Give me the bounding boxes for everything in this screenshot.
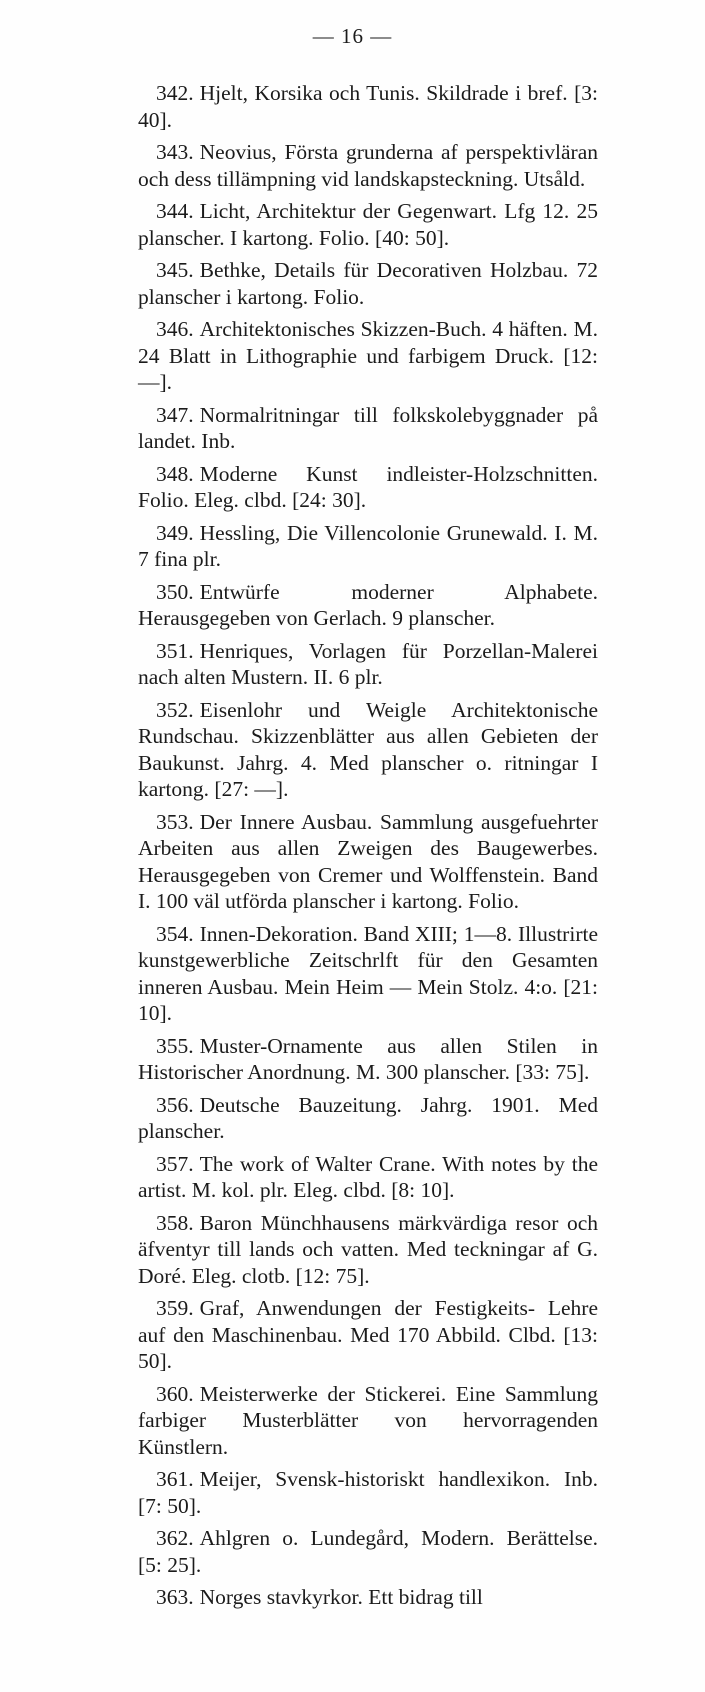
entry-text: Muster-Ornamente aus allen Stilen in Historischer Anordnung. M. 300 planscher. [33: 75]. [138,1033,598,1084]
entry-column [138,80,598,1617]
catalog-entry [138,316,598,396]
entry-text: The work of Walter Crane. With notes by the artist. M. kol. plr. Eleg. clbd. [8: 10]. [138,1151,598,1202]
entry-number: 350. [156,579,194,604]
entry-text: Normalritningar till folkskolebyggnader på landet. Inb. [138,402,598,453]
catalog-entry [138,1584,598,1611]
page-number: — 16 — [312,24,393,48]
entry-text: Licht, Architektur der Gegenwart. Lfg 12. 25 planscher. I kartong. Folio. [40: 50]. [138,199,598,250]
catalog-entry [138,461,598,514]
catalog-entry [138,402,598,455]
catalog-entry [138,139,598,192]
entry-text: Moderne Kunst indleister-Holzschnitten. Folio. Eleg. clbd. [24: 30]. [138,461,598,512]
catalog-entry [138,1525,598,1578]
entry-text: Graf, Anwendungen der Festigkeits- Lehre auf den Maschinenbau. Med 170 Abbild. Clbd. [13: 50]. [138,1296,598,1373]
entry-number: 351. [156,638,194,663]
entry-text: Hessling, Die Villencolonie Grunewald. I. M. 7 fina plr. [138,520,598,571]
catalog-entry [138,1466,598,1519]
entry-number: 357. [156,1151,194,1176]
catalog-entry [138,1033,598,1086]
entry-text: Bethke, Details für Decorativen Holzbau. 72 planscher i kartong. Folio. [138,258,598,309]
catalog-entry [138,638,598,691]
catalog-entry [138,579,598,632]
entry-number: 356. [156,1092,194,1117]
entry-number: 352. [156,697,194,722]
entry-text: Architektonisches Skizzen-Buch. 4 häften. M. 24 Blatt in Lithographie und farbigem Druck. [12: —]. [138,317,598,394]
catalog-entry [138,1151,598,1204]
entry-number: 346. [156,317,194,341]
catalog-entry [138,1210,598,1290]
entry-number: 343. [156,140,194,164]
catalog-entry [138,520,598,573]
entry-number: 344. [156,199,194,223]
entry-number: 347. [156,402,194,427]
entry-text: Norges stavkyrkor. Ett bidrag till [199,1585,483,1609]
entry-number: 342. [156,81,194,105]
entry-text: Baron Münchhausens märkvärdiga resor och äfventyr till lands och vatten. Med teckningar af G. Doré. Eleg. clotb. [12: 75]. [138,1210,598,1288]
entry-text: Deutsche Bauzeitung. Jahrg. 1901. Med planscher. [138,1092,598,1143]
entry-text: Meisterwerke der Stickerei. Eine Sammlung farbiger Musterblätter von hervorragenden Künstlern. [138,1381,598,1459]
entry-number: 358. [156,1210,194,1235]
entry-number: 360. [156,1381,194,1406]
entry-text: Meijer, Svensk-historiskt handlexikon. Inb. [7: 50]. [138,1467,598,1518]
entry-number: 361. [156,1467,194,1491]
catalog-entry [138,80,598,133]
entry-number: 349. [156,520,194,545]
entry-number: 345. [156,258,194,282]
entry-number: 355. [156,1033,194,1058]
catalog-entry [138,1092,598,1145]
entry-number: 348. [156,461,194,486]
catalog-entry [138,809,598,915]
entry-text: Henriques, Vorlagen für Porzellan-Malerei nach alten Mustern. II. 6 plr. [138,638,598,689]
entry-text: Eisenlohr und Weigle Architektonische Rundschau. Skizzenblätter aus allen Gebieten der Baukunst. Jahrg. 4. Med planscher o. ritningar I kartong. [27: —]. [138,697,598,801]
entry-text: Ahlgren o. Lundegård, Modern. Berättelse. [5: 25]. [138,1526,598,1577]
entry-number: 363. [156,1585,194,1609]
catalog-entry [138,257,598,310]
catalog-entry [138,1295,598,1375]
entry-text: Innen-Dekoration. Band XIII; 1—8. Illustrirte kunstgewerbliche Zeitschrlft für den Gesamten inneren Ausbau. Mein Heim — Mein Stolz. 4:o. [21: 10]. [138,921,598,1025]
entry-text: Hjelt, Korsika och Tunis. Skildrade i bref. [3: 40]. [138,81,598,132]
catalog-entry [138,198,598,251]
entry-number: 354. [156,921,194,946]
entry-text: Entwürfe moderner Alphabete. Herausgegeben von Gerlach. 9 planscher. [138,579,598,630]
entry-number: 362. [156,1526,194,1550]
catalog-entry [138,1381,598,1461]
entry-number: 359. [156,1296,194,1320]
entry-text: Neovius, Första grunderna af perspektivläran och dess tillämpning vid landskapsteckning. Utsåld. [138,140,598,191]
catalog-entry [138,697,598,803]
catalog-entry [138,921,598,1027]
entry-text: Der Innere Ausbau. Sammlung ausgefuehrter Arbeiten aus allen Zweigen des Baugewerbes. Herausgegeben von Cremer und Wolffenstein. Band I. 100 väl utförda planscher i kartong. Folio. [138,809,598,913]
entry-number: 353. [156,809,194,834]
